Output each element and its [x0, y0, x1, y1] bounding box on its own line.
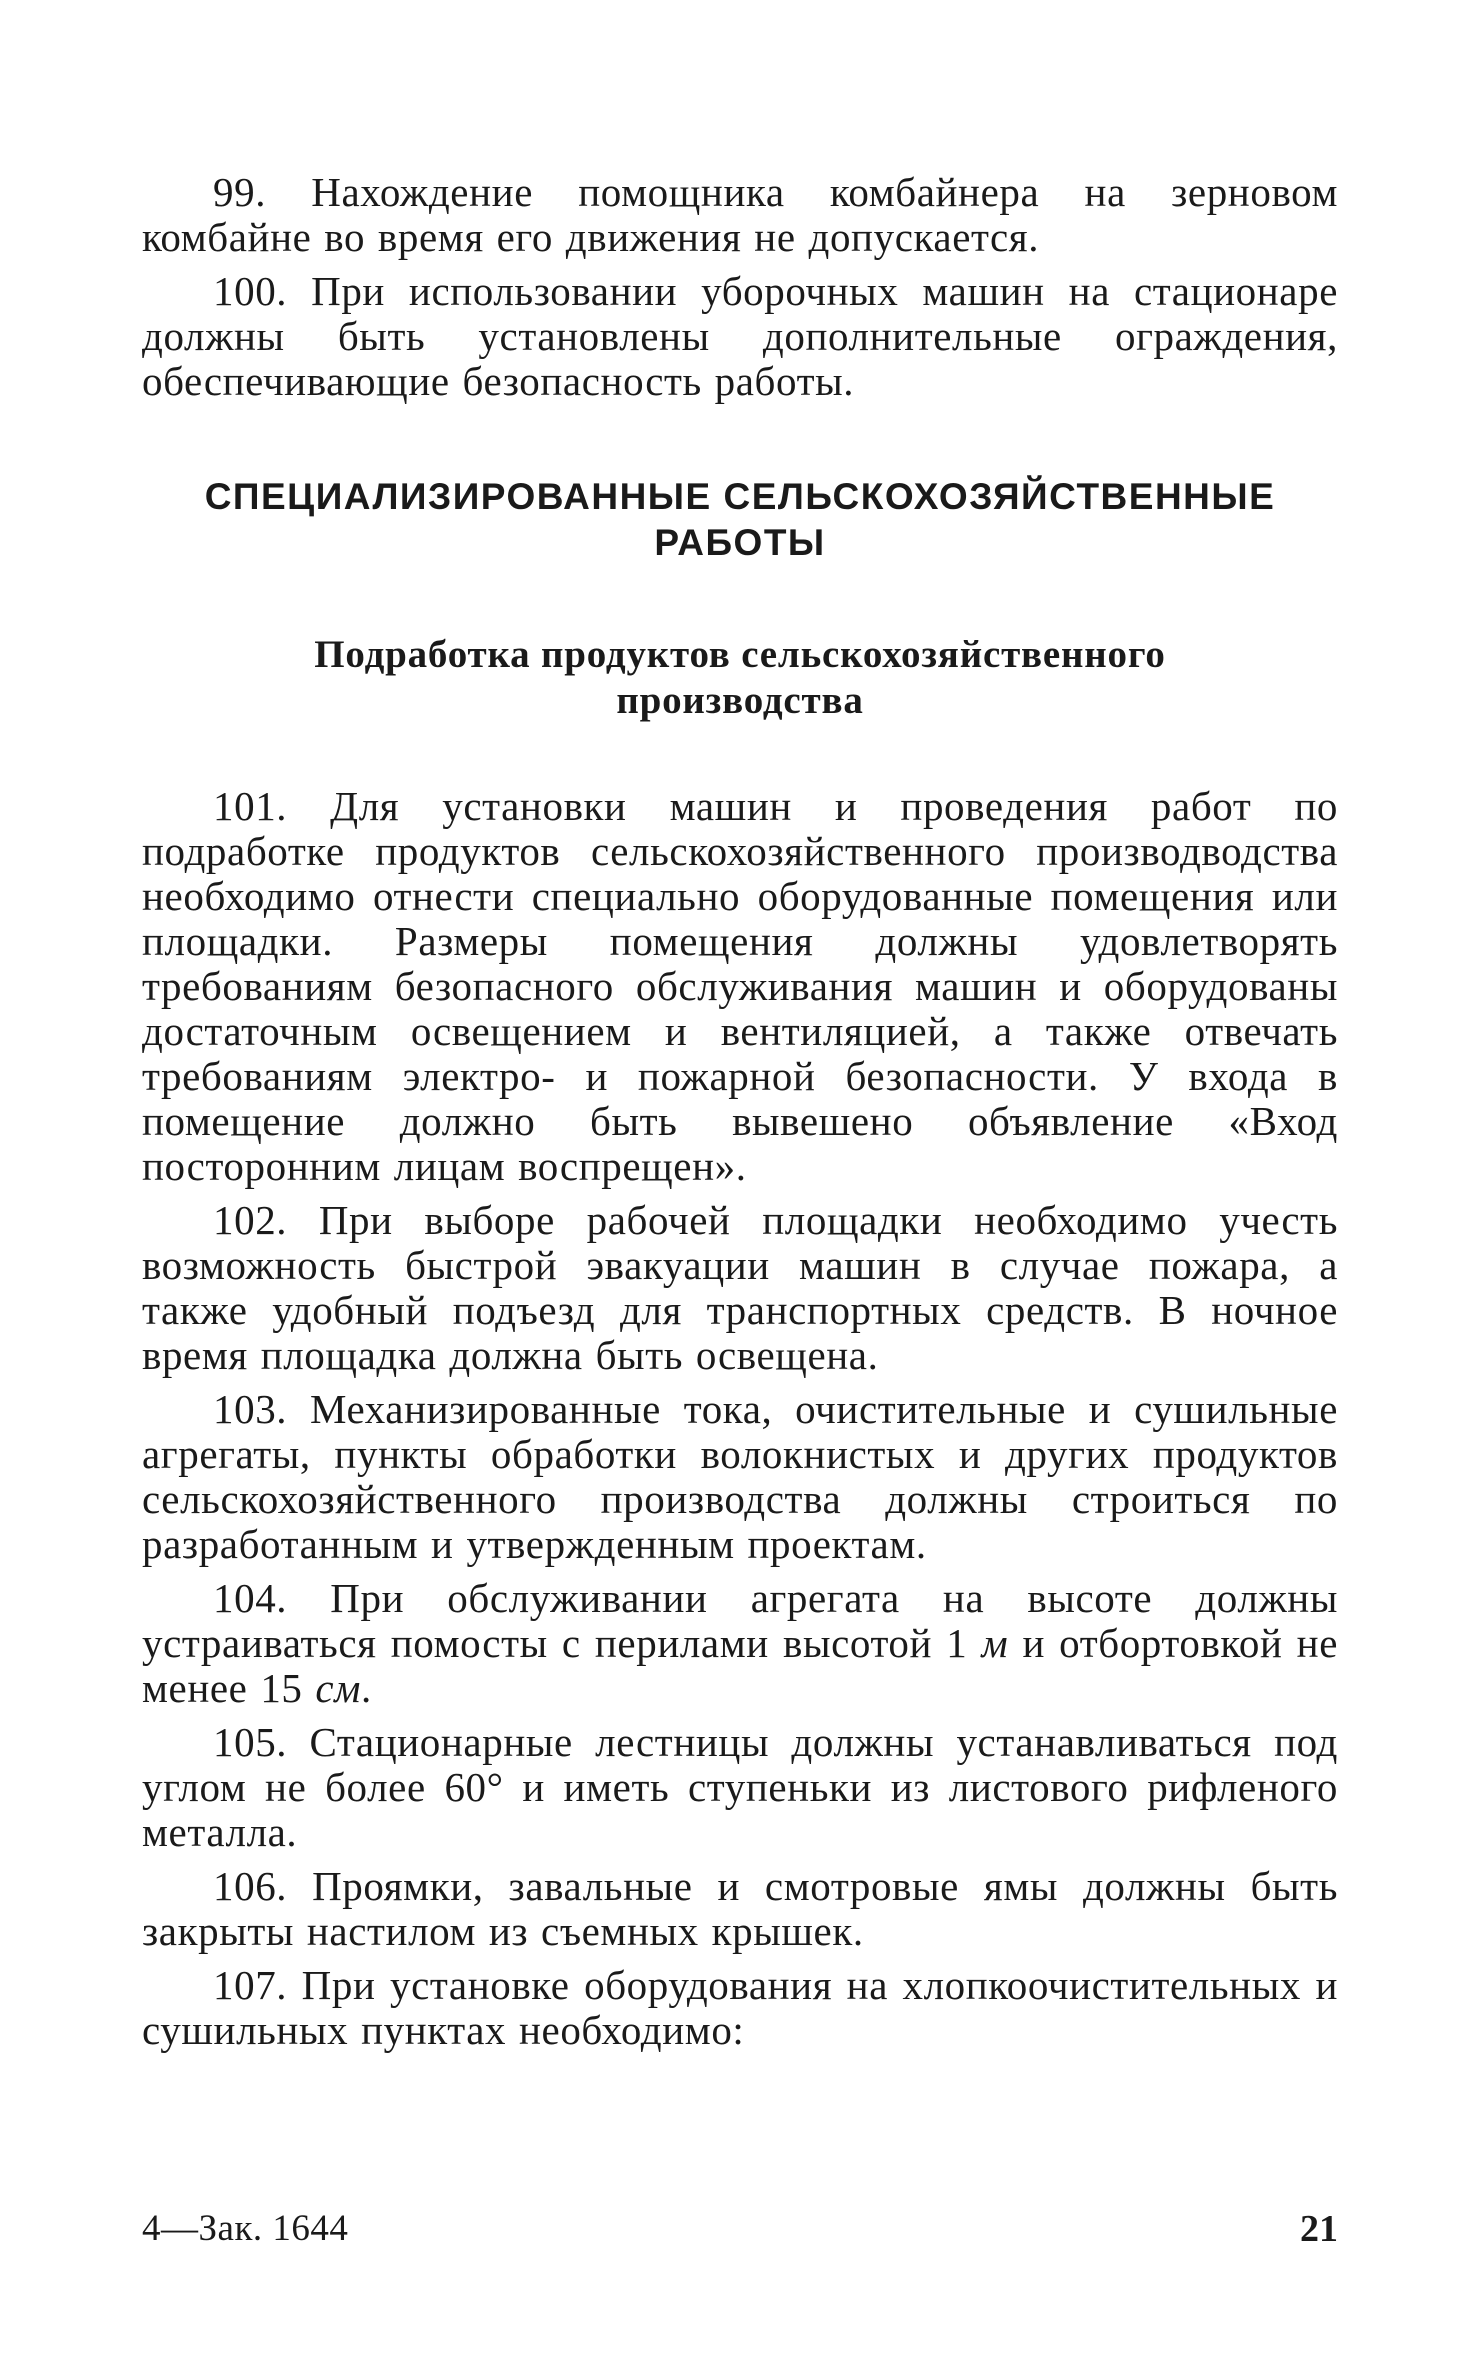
paragraph-102 [142, 1198, 1338, 1378]
page-number: 21 [1300, 2208, 1338, 2250]
section-heading-line2: РАБОТЫ [654, 522, 826, 563]
subsection-heading [142, 632, 1338, 724]
paragraph-104-part-a: 104. При обслуживании агрегата на высоте должны устраиваться помосты с перилами высотой 1 [142, 1575, 1338, 1666]
section-heading-line1: СПЕЦИАЛИЗИРОВАННЫЕ СЕЛЬСКОХОЗЯЙСТВЕННЫЕ [204, 476, 1276, 517]
paragraph-105 [142, 1720, 1338, 1855]
unit-centimeter: см [315, 1665, 361, 1711]
paragraph-104-text [142, 1576, 1338, 1711]
paragraph-105-text: 105. Стационарные лестницы должны устанавливаться под углом не более 60° и иметь ступеньки из листового рифленого металла. [142, 1719, 1338, 1855]
paragraph-102-text: 102. При выборе рабочей площадки необходимо учесть возможность быстрой эвакуации машин в случае пожара, а также удобный подъезд для транспортных средств. В ночное время площадка должна быть освещена. [142, 1197, 1338, 1378]
paragraph-99-text: 99. Нахождение помощника комбайнера на зерновом комбайне во время его движения не допускается. [142, 169, 1338, 260]
paragraph-107-text: 107. При установке оборудования на хлопкоочистительных и сушильных пунктах необходимо: [142, 1962, 1338, 2053]
paragraph-100 [142, 269, 1338, 404]
paragraph-106 [142, 1864, 1338, 1954]
subsection-heading-line2: производства [616, 679, 864, 722]
paragraph-99 [142, 170, 1338, 260]
paragraph-107 [142, 1963, 1338, 2053]
section-heading [142, 474, 1338, 566]
paragraph-106-text: 106. Проямки, завальные и смотровые ямы должны быть закрыты настилом из съемных крышек. [142, 1863, 1338, 1954]
printer-signature: 4—Зак. 1644 [142, 2208, 349, 2249]
paragraph-100-text: 100. При использовании уборочных машин на стационаре должны быть установлены дополнительные ограждения, обеспечивающие безопасность работы. [142, 268, 1338, 404]
paragraph-101-text: 101. Для установки машин и проведения работ по подработке продуктов сельскохозяйственного производводства необходимо отнести специально оборудованные помещения или площадки. Размеры помещения должны удовлетворять требованиям безопасного обслуживания машин и оборудованы достаточным освещением и вентиляцией, а также отвечать требованиям электро- и пожарной безопасности. У входа в помещение должно быть вывешено объявление «Вход посторонним лицам воспрещен». [142, 783, 1338, 1189]
subsection-heading-line1: Подработка продуктов сельскохозяйственного [314, 633, 1166, 676]
paragraph-101 [142, 784, 1338, 1189]
paragraph-104-part-b: и отбортовкой не менее 15 [142, 1620, 1338, 1711]
paragraph-104 [142, 1576, 1338, 1711]
paragraph-103-text: 103. Механизированные тока, очистительные и сушильные агрегаты, пункты обработки волокнистых и других продуктов сельскохозяйственного производства должны строиться по разработанным и утвержденным проектам. [142, 1386, 1338, 1567]
paragraph-103 [142, 1387, 1338, 1567]
paragraph-104-part-c: . [360, 1665, 372, 1711]
page-footer [142, 2207, 1338, 2251]
unit-meter: м [981, 1620, 1009, 1666]
page-body [142, 170, 1338, 2062]
